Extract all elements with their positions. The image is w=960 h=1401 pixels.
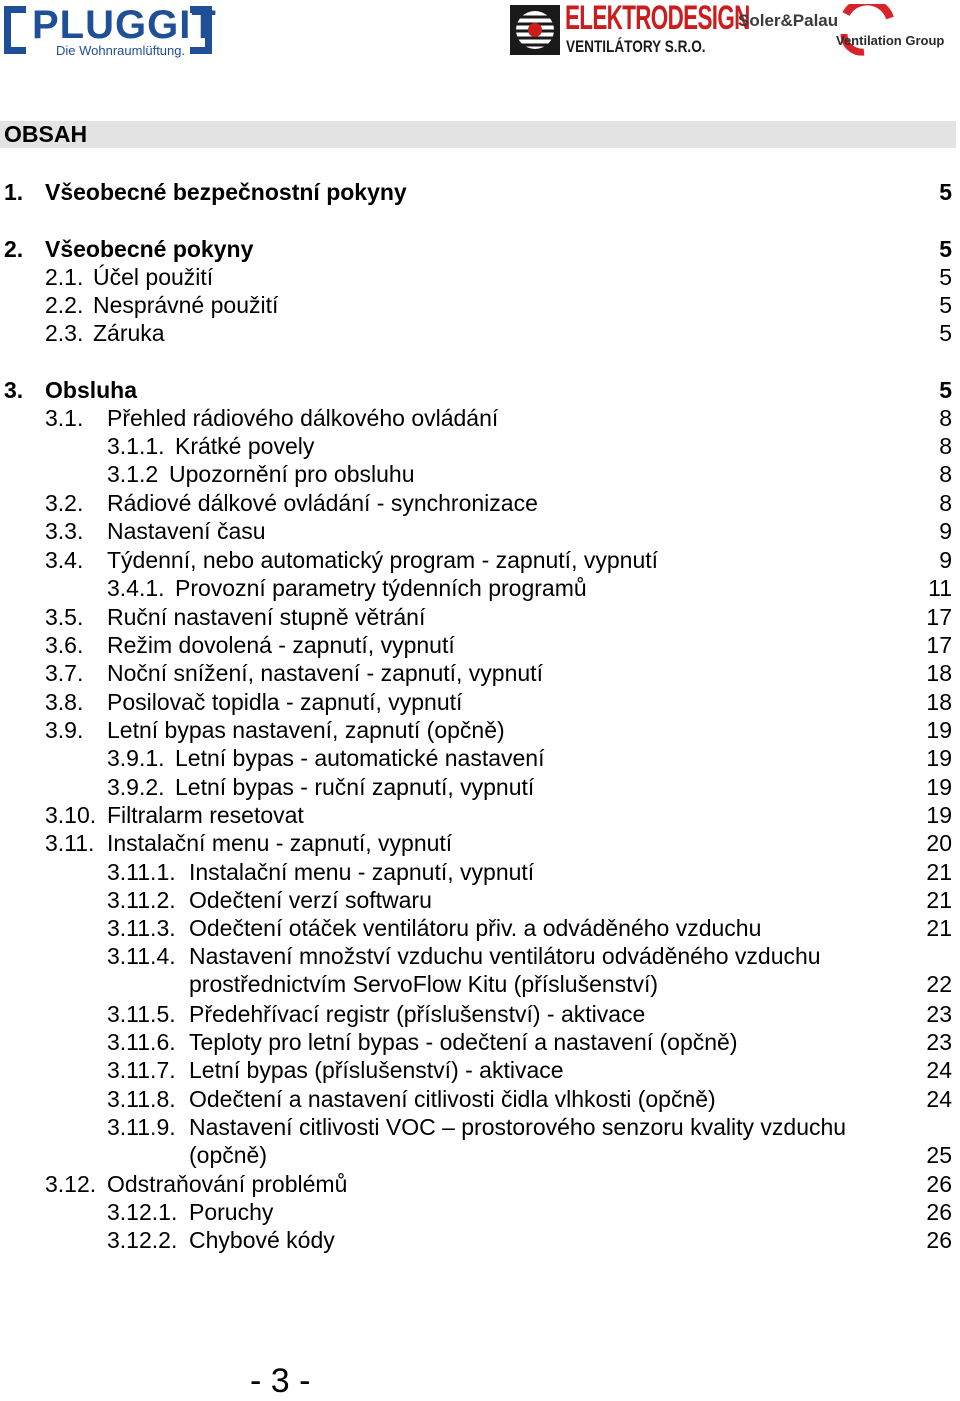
toc-entry[interactable] <box>0 574 960 602</box>
toc-entry-number: 3.6. <box>45 632 84 658</box>
toc-entry-page: 26 <box>926 1171 952 1197</box>
toc-entry-number: 3. <box>4 377 24 403</box>
toc-entry-title: Filtralarm resetovat <box>107 802 304 828</box>
toc-entry-page: 5 <box>939 179 952 205</box>
elektrodesign-subtitle: VENTILÁTORY S.R.O. <box>566 37 706 56</box>
toc-entry-number: 3.1. <box>45 405 84 431</box>
toc-entry-number: 3.4. <box>45 547 84 573</box>
pluggit-tagline: Die Wohnraumlüftung. <box>56 43 186 58</box>
toc-entry-page: 11 <box>928 575 952 601</box>
toc-entry-title: Upozornění pro obsluhu <box>169 461 415 487</box>
toc-entry-title: Letní bypas (příslušenství) - aktivace <box>189 1057 564 1083</box>
toc-entry-number: 3.11.7. <box>107 1057 176 1083</box>
toc-entry-number: 3.8. <box>45 689 84 715</box>
toc-entry-page: 18 <box>926 689 952 715</box>
toc-entry[interactable] <box>0 1170 960 1198</box>
toc-entry-title: Nastavení množství vzduchu ventilátoru odváděného vzduchu <box>189 943 821 969</box>
toc-entry-number: 2. <box>4 236 24 262</box>
toc-entry-title: Účel použití <box>93 264 214 290</box>
toc-entry[interactable] <box>0 546 960 574</box>
toc-entry-title: Odečtení verzí softwaru <box>189 887 432 913</box>
elektrodesign-logo <box>510 0 750 60</box>
toc-entry-page: 19 <box>926 717 952 743</box>
toc-entry-title: Všeobecné pokyny <box>45 236 254 262</box>
toc-entry-page: 8 <box>939 433 952 459</box>
toc-entry[interactable] <box>0 291 960 319</box>
pluggit-logo-text: PLUGGIT <box>32 3 217 47</box>
toc-entry-number: 3.10. <box>45 802 97 828</box>
toc-entry-number: 3.12.1. <box>107 1199 178 1225</box>
toc-entry-page: 20 <box>926 830 952 856</box>
toc-entry-number: 3.2. <box>45 490 84 516</box>
toc-entry-title: Ruční nastavení stupně větrání <box>107 604 426 630</box>
pluggit-bracket-right <box>190 6 212 54</box>
toc-entry-title: Instalační menu - zapnutí, vypnutí <box>107 830 453 856</box>
toc-entry-page: 24 <box>926 1057 952 1083</box>
toc-entry-page: 17 <box>926 604 952 630</box>
toc-entry-number: 3.11.2. <box>107 887 176 913</box>
toc-entry[interactable] <box>0 716 960 744</box>
page-number: - 3 - <box>250 1362 311 1400</box>
toc-entry[interactable] <box>0 376 960 404</box>
toc-entry-title: Předehřívací registr (příslušenství) - aktivace <box>189 1001 646 1027</box>
elektrodesign-mark-icon <box>510 5 560 55</box>
toc-entry-page: 17 <box>926 632 952 658</box>
toc-entry[interactable] <box>0 489 960 517</box>
toc-entry-number: 3.9.2. <box>107 774 165 800</box>
toc-entry-number: 3.9. <box>45 717 84 743</box>
toc-entry-number: 3.9.1. <box>107 745 165 771</box>
toc-entry[interactable] <box>0 517 960 545</box>
toc-entry-number: 2.2. <box>45 292 84 318</box>
toc-entry[interactable] <box>0 659 960 687</box>
toc-entry[interactable] <box>0 858 960 886</box>
toc-entry[interactable] <box>0 1113 960 1168</box>
toc-entry-number: 3.5. <box>45 604 84 630</box>
toc-entry[interactable] <box>0 801 960 829</box>
toc-entry-title: Režim dovolená - zapnutí, vypnutí <box>107 632 455 658</box>
toc-entry-page: 18 <box>926 660 952 686</box>
toc-entry-title: Přehled rádiového dálkového ovládání <box>107 405 499 431</box>
toc-entry-number: 1. <box>4 179 24 205</box>
toc-entry[interactable] <box>0 744 960 772</box>
toc-entry-number: 3.1.2 <box>107 461 159 487</box>
toc-entry-title: Rádiové dálkové ovládání - synchronizace <box>107 490 538 516</box>
toc-entry[interactable] <box>0 688 960 716</box>
toc-entry-number: 3.1.1. <box>107 433 165 459</box>
toc-entry-number: 3.11.1. <box>107 859 176 885</box>
toc-entry-title: Chybové kódy <box>189 1227 335 1253</box>
pluggit-logo <box>4 2 217 64</box>
toc-entry-page: 5 <box>939 320 952 346</box>
toc-entry-page: 5 <box>939 236 952 262</box>
soler-palau-swoosh-icon <box>828 4 908 60</box>
toc-entry-title: Všeobecné bezpečnostní pokyny <box>45 179 407 205</box>
toc-entry-page: 5 <box>939 377 952 403</box>
toc-entry-page: 26 <box>926 1227 952 1253</box>
toc-entry[interactable] <box>0 1226 960 1254</box>
soler-palau-group-text: Ventilation Group <box>836 33 945 48</box>
toc-entry[interactable] <box>0 829 960 857</box>
toc-entry-number: 3.7. <box>45 660 84 686</box>
toc-entry-title: Instalační menu - zapnutí, vypnutí <box>189 859 535 885</box>
toc-entry-number: 3.11. <box>45 830 95 856</box>
elektrodesign-logo-text: ELEKTRODESIGN <box>565 0 750 37</box>
toc-entry-number: 3.12.2. <box>107 1227 178 1253</box>
toc-entry[interactable] <box>0 1056 960 1084</box>
toc-entry-page: 19 <box>926 774 952 800</box>
toc-entry-page: 19 <box>926 802 952 828</box>
toc-entry-number: 2.1. <box>45 264 84 290</box>
toc-entry-number: 3.11.9. <box>107 1114 176 1140</box>
toc-heading: OBSAH <box>0 121 956 148</box>
toc-entry[interactable] <box>0 942 960 997</box>
toc-entry-page: 22 <box>926 971 952 997</box>
toc-entry-title: Krátké povely <box>175 433 315 459</box>
toc-entry-title: Posilovač topidla - zapnutí, vypnutí <box>107 689 463 715</box>
toc-entry-page: 21 <box>926 887 952 913</box>
pluggit-bracket-left <box>4 6 26 54</box>
toc-entry[interactable] <box>0 432 960 460</box>
toc-entry-page: 5 <box>939 292 952 318</box>
toc-entry[interactable] <box>0 886 960 914</box>
toc-entry-page: 25 <box>926 1142 952 1168</box>
toc-entry[interactable] <box>0 460 960 488</box>
toc-entry-title: Týdenní, nebo automatický program - zapnutí, vypnutí <box>107 547 659 573</box>
toc-entry-title: Nastavení citlivosti VOC – prostorového senzoru kvality vzduchu <box>189 1114 847 1140</box>
toc-entry-title: Poruchy <box>189 1199 274 1225</box>
toc-entry[interactable] <box>0 263 960 291</box>
toc-entry-number: 3.3. <box>45 518 84 544</box>
soler-palau-logo-text: Soler&Palau <box>738 11 839 30</box>
toc-entry[interactable] <box>0 1085 960 1113</box>
toc-entry-number: 2.3. <box>45 320 84 346</box>
toc-entry-page: 5 <box>939 264 952 290</box>
toc-entry-page: 24 <box>926 1086 952 1112</box>
toc-entry-page: 21 <box>926 915 952 941</box>
toc-entry-title: Letní bypas - automatické nastavení <box>175 745 545 771</box>
toc-entry-title: Letní bypas nastavení, zapnutí (opčně) <box>107 717 505 743</box>
toc-entry[interactable] <box>0 603 960 631</box>
toc-entry-page: 9 <box>939 518 952 544</box>
toc-entry-page: 23 <box>926 1029 952 1055</box>
toc-entry-number: 3.12. <box>45 1171 97 1197</box>
toc-entry-title: Odečtení otáček ventilátoru přiv. a odváděného vzduchu <box>189 915 762 941</box>
toc-entry[interactable] <box>0 178 960 206</box>
toc-entry-title-continuation: (opčně) <box>189 1142 267 1168</box>
toc-entry-title: Záruka <box>93 320 165 346</box>
toc-entry[interactable] <box>0 631 960 659</box>
toc-entry[interactable] <box>0 1000 960 1028</box>
toc-entry-title: Obsluha <box>45 377 138 403</box>
toc-entry[interactable] <box>0 404 960 432</box>
toc-entry[interactable] <box>0 235 960 263</box>
toc-entry-page: 8 <box>939 405 952 431</box>
toc-entry-page: 8 <box>939 490 952 516</box>
toc-entry-number: 3.11.6. <box>107 1029 176 1055</box>
toc-entry[interactable] <box>0 773 960 801</box>
toc-entry-title: Noční snížení, nastavení - zapnutí, vypnutí <box>107 660 543 686</box>
toc-entry-number: 3.11.5. <box>107 1001 176 1027</box>
toc-entry-title: Letní bypas - ruční zapnutí, vypnutí <box>175 774 535 800</box>
toc-entry-page: 21 <box>926 859 952 885</box>
toc-entry[interactable] <box>0 1028 960 1056</box>
toc-entry-number: 3.11.8. <box>107 1086 176 1112</box>
toc-entry[interactable] <box>0 914 960 942</box>
toc-entry-page: 26 <box>926 1199 952 1225</box>
toc-entry-page: 23 <box>926 1001 952 1027</box>
toc-entry-title-continuation: prostřednictvím ServoFlow Kitu (příslušenství) <box>189 971 659 997</box>
toc-entry-page: 9 <box>939 547 952 573</box>
toc-entry-number: 3.11.3. <box>107 915 176 941</box>
toc-entry-title: Nesprávné použití <box>93 292 279 318</box>
soler-palau-logo <box>736 4 946 60</box>
toc-entry-page: 8 <box>939 461 952 487</box>
toc-entry-number: 3.11.4. <box>107 943 176 969</box>
toc-entry-title: Nastavení času <box>107 518 266 544</box>
toc-entry-title: Teploty pro letní bypas - odečtení a nastavení (opčně) <box>189 1029 738 1055</box>
toc-entry[interactable] <box>0 1198 960 1226</box>
toc-entry-title: Odstraňování problémů <box>107 1171 348 1197</box>
toc-entry[interactable] <box>0 319 960 347</box>
toc-entry-title: Provozní parametry týdenních programů <box>175 575 587 601</box>
toc-entry-number: 3.4.1. <box>107 575 165 601</box>
toc-entry-page: 19 <box>926 745 952 771</box>
toc-entry-title: Odečtení a nastavení citlivosti čidla vlhkosti (opčně) <box>189 1086 716 1112</box>
